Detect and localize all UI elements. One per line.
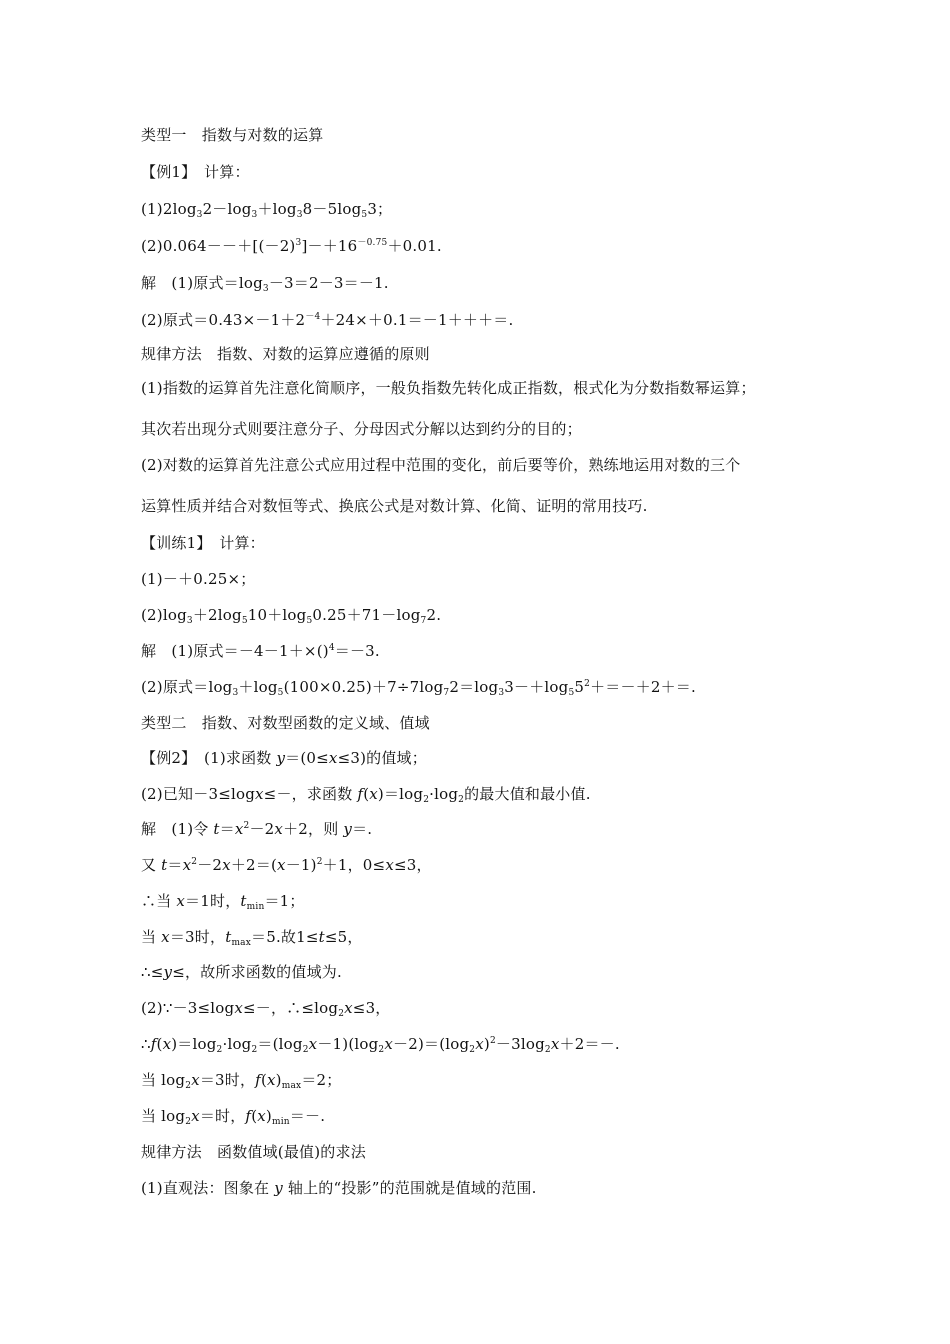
example2-question1: 【例2】 (1)求函数 y＝(0≤x≤3)的值域； <box>141 749 427 767</box>
example2-solution3: ∴当 x＝1时，$t_{min}=1$； <box>141 892 305 912</box>
training1-title: 【训练1】 计算： <box>141 534 265 552</box>
example2-solution8: 当 $\log_2x=3$时，$f(x)_{max}=2$； <box>141 1071 342 1091</box>
section-heading-type1: 类型一 指数与对数的运算 <box>141 126 324 144</box>
example1-question2: $(2)0.064--+[(-2)^3]-+16^{-0.75}+0.01$. <box>141 237 442 255</box>
example2-solution9: 当 $\log_2x=$时，$f(x)_{min}=-$. <box>141 1107 326 1127</box>
method1-paragraph2-line2: 运算性质并结合对数恒等式、换底公式是对数计算、化简、证明的常用技巧. <box>141 497 648 515</box>
training1-question2: $(2)\log_3+2\log_510+\log_50.25+71-\log_72$. <box>141 606 442 626</box>
example2-solution1: 解 (1)令 $t=x^2-2x+2$，则 y＝. <box>141 820 373 838</box>
method2-paragraph1: (1)直观法：图象在 y 轴上的“投影”的范围就是值域的范围. <box>141 1179 537 1197</box>
section-heading-type2: 类型二 指数、对数型函数的定义域、值域 <box>141 714 430 732</box>
example2-solution7: $\therefore f(x)=\log_2\cdot\log_2=(\log_2x-1)(\log_2x-2)=(\log_2x)^2-3\log_2x+2=-$. <box>141 1035 620 1055</box>
example1-title: 【例1】 计算： <box>141 163 250 181</box>
example1-question1: $(1)2\log_32-\log_3+\log_38-5\log_53$； <box>141 200 393 220</box>
method2-heading: 规律方法 函数值域(最值)的求法 <box>141 1143 366 1161</box>
method1-paragraph2-line1: (2)对数的运算首先注意公式应用过程中范围的变化，前后要等价，熟练地运用对数的三个 <box>141 456 741 474</box>
method1-heading: 规律方法 指数、对数的运算应遵循的原则 <box>141 345 430 363</box>
example2-question2: (2)已知－3≤logx≤－，求函数 $f(x)=\log_2\cdot\log_2$的最大值和最小值. <box>141 785 591 805</box>
example2-solution4: 当 x＝3时，$t_{max}=5$.故1≤t≤5， <box>141 928 363 948</box>
training1-solution2: (2)原式$=\log_3+\log_5(100\times 0.25)+7\div 7\log_72=\log_33-+\log_55^2+=-+2+=$. <box>141 678 696 698</box>
method1-paragraph1-line1: (1)指数的运算首先注意化简顺序，一般负指数先转化成正指数，根式化为分数指数幂运算； <box>141 379 756 397</box>
example1-solution1: 解 (1)原式$=\log_3-3=2-3=-1$. <box>141 274 389 294</box>
example2-solution6: (2)∵－3≤logx≤－，$\therefore\le\log_2x\le 3$， <box>141 999 391 1019</box>
method1-paragraph1-line2: 其次若出现分式则要注意分子、分母因式分解以达到约分的目的； <box>141 420 582 438</box>
example2-solution2: 又 $t=x^2-2x+2=(x-1)^2+1$，0≤x≤3， <box>141 856 432 874</box>
example1-solution2: (2)原式$=0.43\times-1+2^{-4}+24\times+0.1=-1+++=$. <box>141 311 514 329</box>
training1-solution1: 解 (1)原式＝－4－1＋×()$^4$＝－3. <box>141 642 380 660</box>
training1-question1: (1)－＋0.25×； <box>141 570 256 588</box>
example2-solution5: ∴≤y≤，故所求函数的值域为. <box>141 963 342 981</box>
